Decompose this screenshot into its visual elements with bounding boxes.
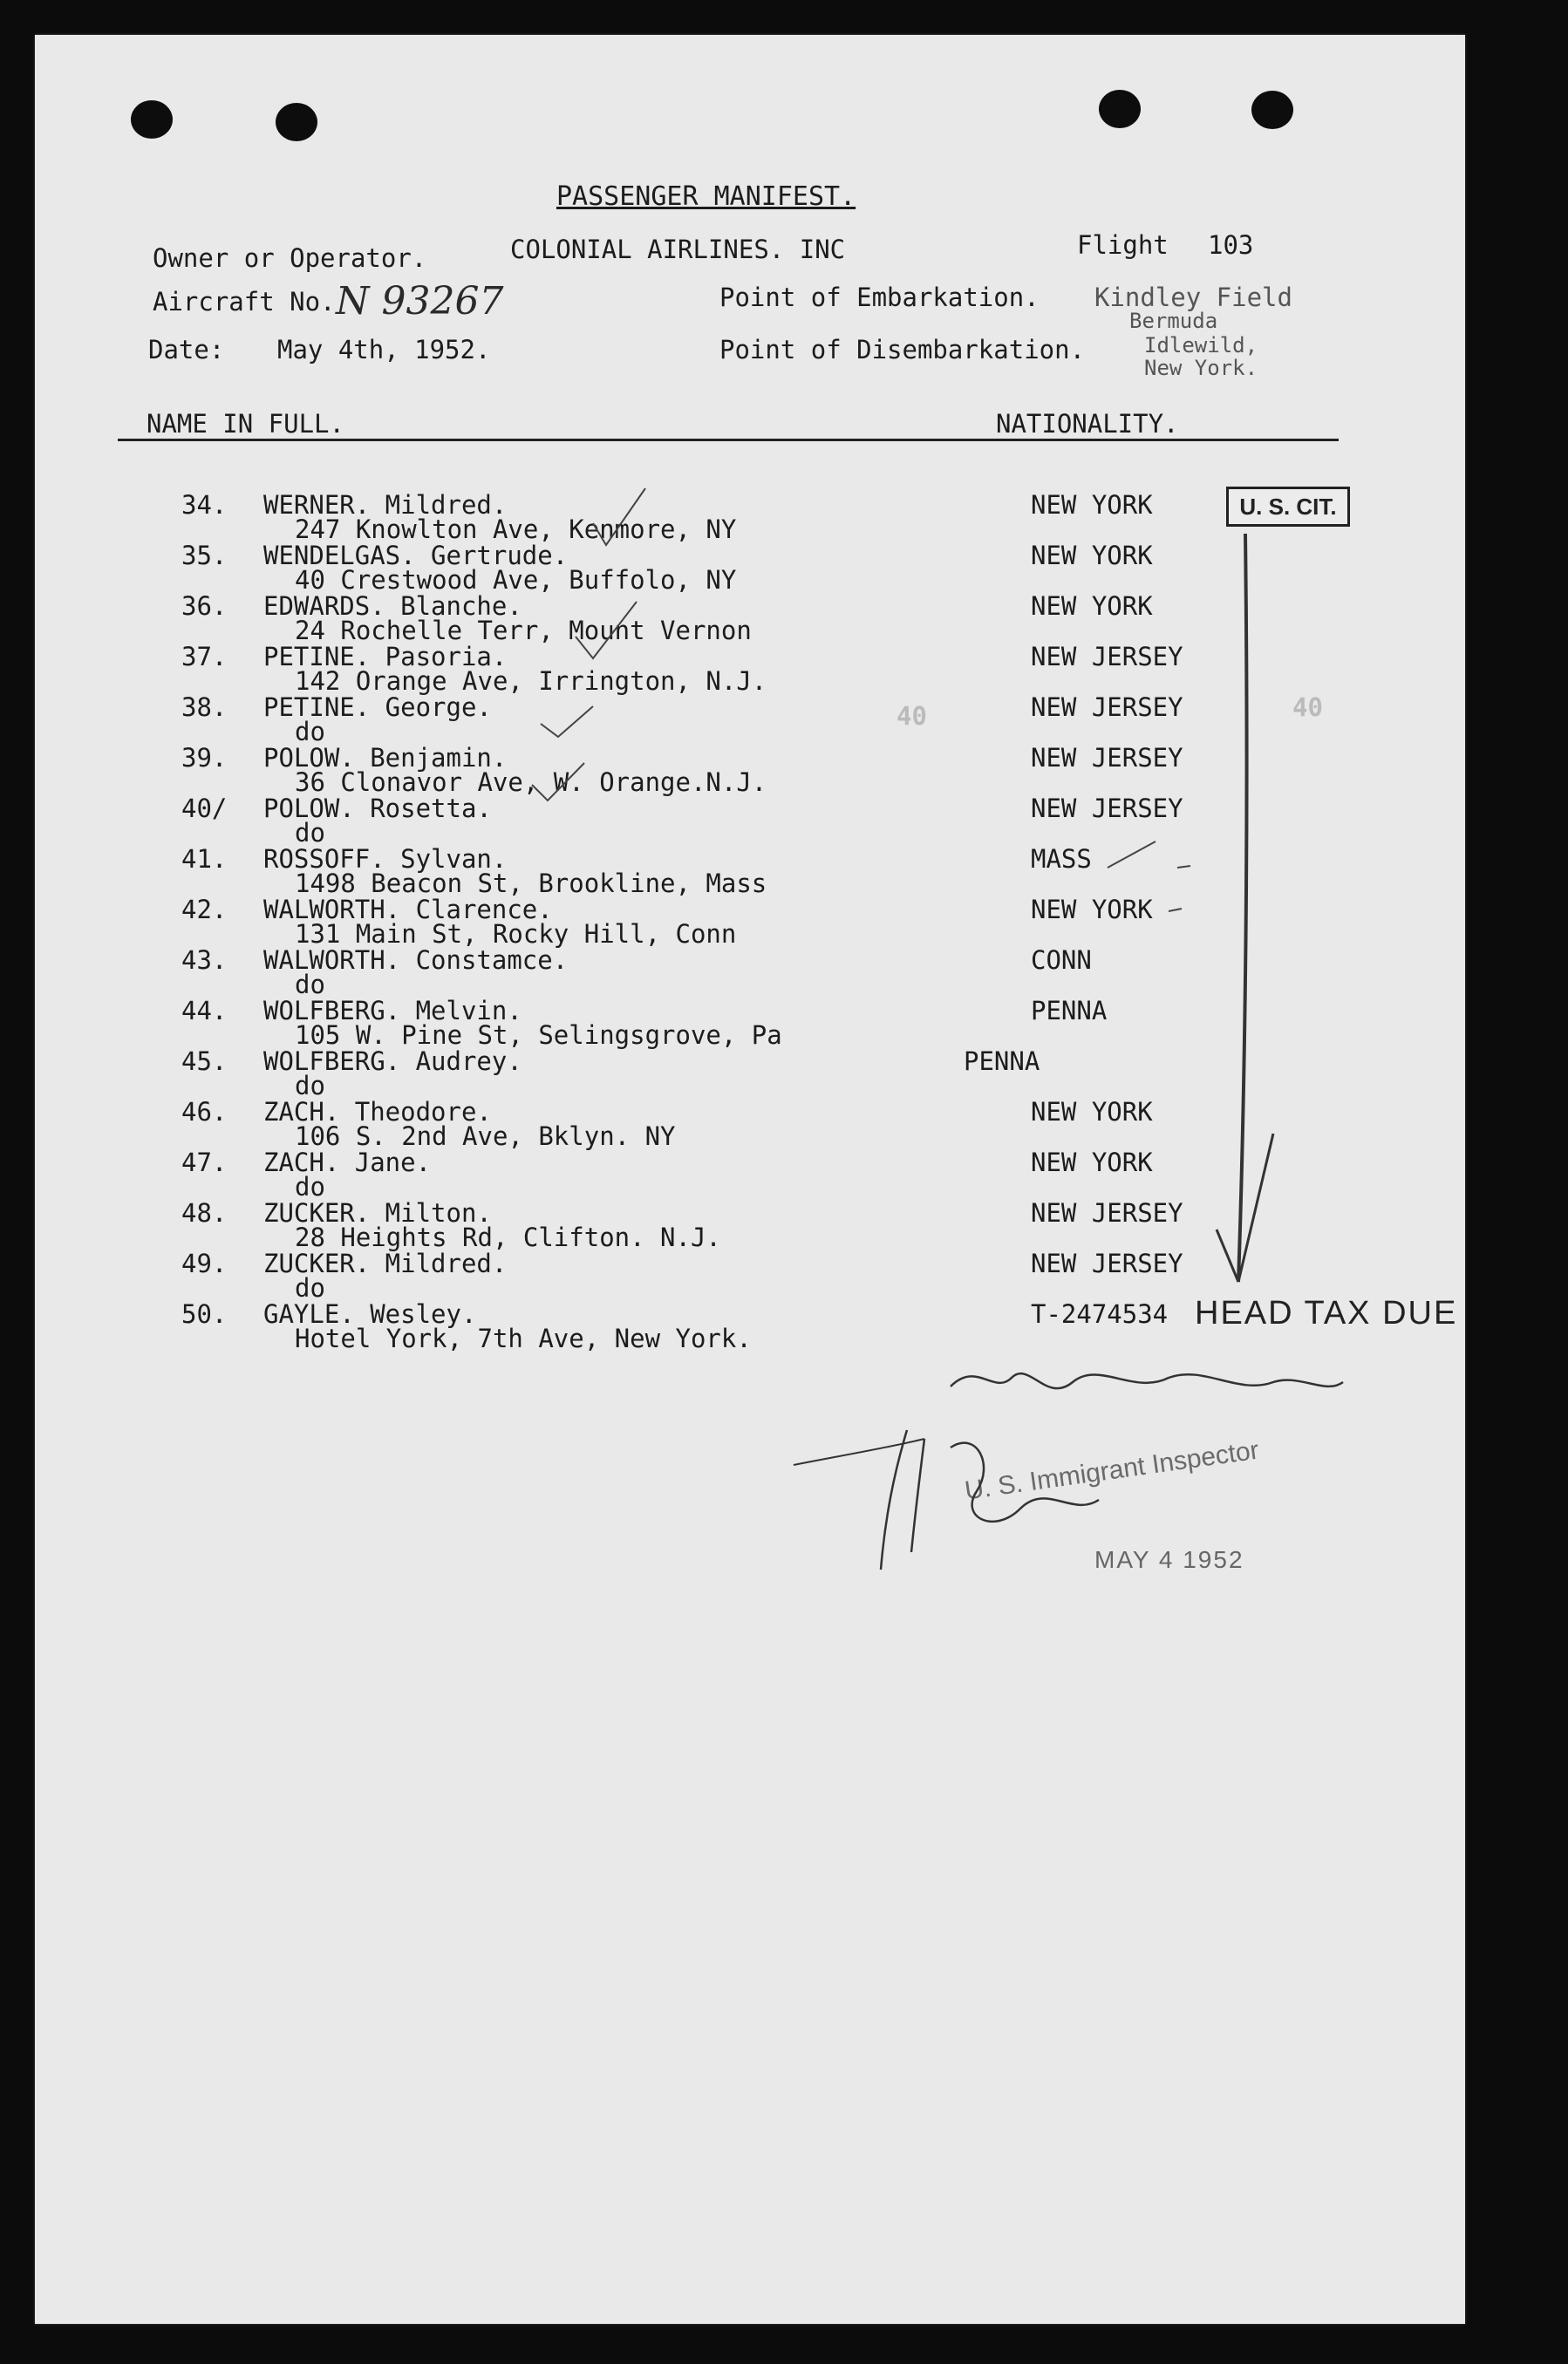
passenger-nationality: MASS — [1031, 844, 1092, 874]
passenger-name: ZUCKER. Mildred. — [263, 1249, 508, 1278]
handwritten-marks — [35, 35, 1465, 2324]
passenger-name: PETINE. Pasoria. — [263, 642, 508, 671]
passenger-name: WOLFBERG. Audrey. — [263, 1046, 522, 1076]
passenger-name: WALWORTH. Clarence. — [263, 895, 553, 924]
passenger-nationality: PENNA — [964, 1046, 1040, 1076]
passenger-number: 36. — [181, 591, 228, 621]
passenger-nationality: NEW YORK — [1031, 490, 1153, 520]
passenger-address: do — [295, 818, 325, 848]
embarkation-value-line2: Bermuda — [1129, 309, 1218, 333]
flight-label: Flight — [1077, 230, 1169, 260]
owner-value: COLONIAL AIRLINES. INC — [510, 235, 846, 264]
passenger-name: ROSSOFF. Sylvan. — [263, 844, 508, 874]
date-value: May 4th, 1952. — [277, 335, 491, 364]
passenger-name: WERNER. Mildred. — [263, 490, 508, 520]
date-label: Date: — [148, 335, 225, 364]
embarkation-value: Kindley Field — [1094, 283, 1292, 312]
disembarkation-value-line2: New York. — [1144, 356, 1258, 380]
passenger-address: 36 Clonavor Ave, W. Orange.N.J. — [295, 767, 767, 797]
inspector-stamp: U. S. Immigrant Inspector — [963, 1435, 1261, 1506]
column-header-nationality: NATIONALITY. — [996, 409, 1179, 439]
passenger-number: 43. — [181, 945, 228, 975]
passenger-number: 48. — [181, 1198, 228, 1228]
passenger-address: do — [295, 1273, 325, 1303]
passenger-address: 106 S. 2nd Ave, Bklyn. NY — [295, 1121, 676, 1151]
aircraft-number: N 93267 — [336, 279, 504, 324]
column-header-name: NAME IN FULL. — [147, 409, 344, 439]
passenger-address: do — [295, 970, 325, 999]
passenger-number: 34. — [181, 490, 228, 520]
head-tax-stamp: HEAD TAX DUE — [1195, 1295, 1458, 1332]
passenger-nationality: NEW YORK — [1031, 591, 1153, 621]
manifest-sheet — [35, 35, 1465, 2324]
passenger-nationality: NEW JERSEY — [1031, 743, 1183, 773]
passenger-name: ZUCKER. Milton. — [263, 1198, 492, 1228]
passenger-address: 1498 Beacon St, Brookline, Mass — [295, 869, 767, 898]
passenger-number: 44. — [181, 996, 228, 1025]
document-title: PASSENGER MANIFEST. — [556, 181, 856, 212]
passenger-name: WALWORTH. Constamce. — [263, 945, 569, 975]
passenger-nationality: NEW YORK — [1031, 895, 1153, 924]
passenger-number: 46. — [181, 1097, 228, 1127]
passenger-name: ZACH. Theodore. — [263, 1097, 492, 1127]
passenger-name: EDWARDS. Blanche. — [263, 591, 522, 621]
passenger-name: ZACH. Jane. — [263, 1148, 432, 1177]
passenger-nationality: PENNA — [1031, 996, 1108, 1025]
passenger-number: 45. — [181, 1046, 228, 1076]
passenger-nationality: NEW YORK — [1031, 541, 1153, 570]
passenger-address: do — [295, 1172, 325, 1202]
disembarkation-value: Idlewild, — [1144, 333, 1258, 358]
passenger-nationality: CONN — [1031, 945, 1092, 975]
passenger-number: 49. — [181, 1249, 228, 1278]
passenger-nationality: NEW JERSEY — [1031, 794, 1183, 823]
passenger-number: 47. — [181, 1148, 228, 1177]
passenger-nationality: NEW YORK — [1031, 1148, 1153, 1177]
us-citizen-stamp: U. S. CIT. — [1226, 487, 1350, 527]
passenger-name: POLOW. Benjamin. — [263, 743, 508, 773]
passenger-number: 35. — [181, 541, 228, 570]
passenger-address: Hotel York, 7th Ave, New York. — [295, 1324, 752, 1353]
passenger-name: GAYLE. Wesley. — [263, 1299, 477, 1329]
passenger-name: WOLFBERG. Melvin. — [263, 996, 522, 1025]
flight-number: 103 — [1208, 230, 1254, 260]
margin-mark-middle: 40 — [896, 701, 927, 731]
passenger-nationality: NEW JERSEY — [1031, 642, 1183, 671]
passenger-address: 28 Heights Rd, Clifton. N.J. — [295, 1223, 721, 1252]
passenger-number: 40/ — [181, 794, 228, 823]
disembarkation-label: Point of Disembarkation. — [719, 335, 1086, 364]
passenger-number: 41. — [181, 844, 228, 874]
passenger-number: 39. — [181, 743, 228, 773]
passenger-number: 42. — [181, 895, 228, 924]
passenger-address: 142 Orange Ave, Irrington, N.J. — [295, 666, 767, 696]
inspector-stamp-date: MAY 4 1952 — [1094, 1546, 1244, 1573]
passenger-name: POLOW. Rosetta. — [263, 794, 492, 823]
aircraft-label: Aircraft No. — [153, 287, 336, 317]
passenger-number: 50. — [181, 1299, 228, 1329]
passenger-address: 40 Crestwood Ave, Buffolo, NY — [295, 565, 737, 595]
passenger-address: 24 Rochelle Terr, Mount Vernon — [295, 616, 752, 645]
passenger-nationality: T-2474534 — [1031, 1299, 1169, 1329]
passenger-name: PETINE. George. — [263, 692, 492, 722]
passenger-nationality: NEW YORK — [1031, 1097, 1153, 1127]
passenger-number: 38. — [181, 692, 228, 722]
passenger-address: 131 Main St, Rocky Hill, Conn — [295, 919, 737, 949]
passenger-nationality: NEW JERSEY — [1031, 1249, 1183, 1278]
passenger-address: do — [295, 717, 325, 746]
passenger-number: 37. — [181, 642, 228, 671]
passenger-nationality: NEW JERSEY — [1031, 692, 1183, 722]
passenger-nationality: NEW JERSEY — [1031, 1198, 1183, 1228]
passenger-address: 247 Knowlton Ave, Kenmore, NY — [295, 514, 737, 544]
passenger-address: do — [295, 1071, 325, 1100]
passenger-name: WENDELGAS. Gertrude. — [263, 541, 569, 570]
embarkation-label: Point of Embarkation. — [719, 283, 1040, 312]
owner-label: Owner or Operator. — [153, 243, 427, 273]
margin-mark-right: 40 — [1292, 692, 1323, 722]
passenger-address: 105 W. Pine St, Selingsgrove, Pa — [295, 1020, 782, 1050]
